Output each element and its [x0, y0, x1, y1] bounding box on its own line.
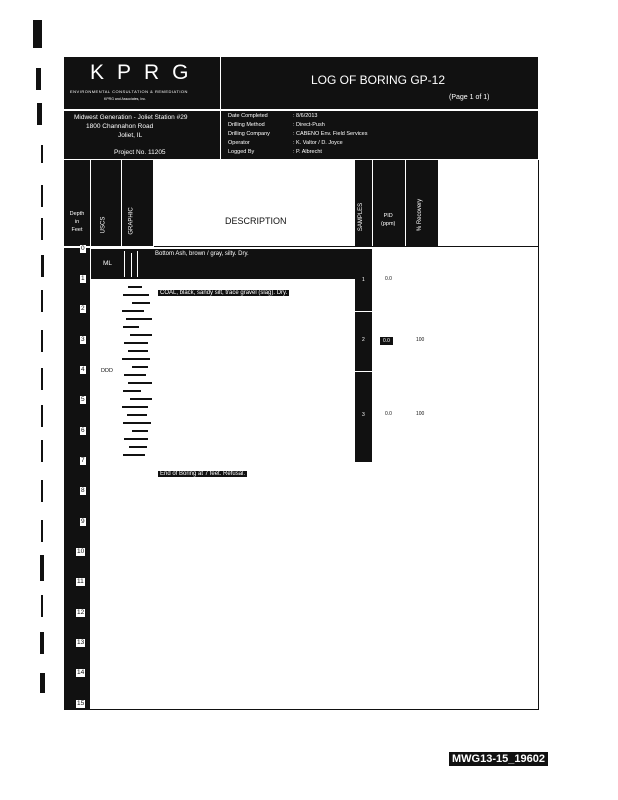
depth-tick-label: 7: [81, 457, 85, 464]
scan-edge-mark: [40, 555, 44, 581]
scan-edge-mark: [36, 68, 41, 90]
client-name: Midwest Generation - Joliet Station #29: [74, 114, 188, 121]
pid-reading: 0.0: [380, 337, 393, 345]
depth-tick-label: 0: [81, 245, 85, 252]
depth-tick-label: 5: [81, 396, 85, 403]
recovery-column-header: [406, 160, 438, 246]
page-indicator: (Page 1 of 1): [449, 94, 490, 101]
layer-1-band: [91, 249, 355, 279]
depth-header-line: in: [74, 219, 80, 225]
client-address: 1800 Channahon Road: [86, 123, 154, 130]
uscs-marker: DDD: [101, 368, 113, 374]
company-logo: KPRG: [90, 61, 202, 84]
scan-edge-mark: [41, 440, 43, 462]
field-label: Drilling Company: [228, 131, 270, 137]
logo-tagline: ENVIRONMENTAL CONSULTATION & REMEDIATION: [70, 89, 188, 94]
depth-tick-label: 12: [77, 609, 85, 616]
depth-tick-label: 4: [81, 366, 85, 373]
field-value: : CABENO Env. Field Services: [293, 131, 368, 137]
scan-edge-mark: [41, 480, 43, 502]
depth-tick-label: 15: [77, 700, 85, 707]
table-right-edge: [538, 160, 539, 710]
depth-header-line: Feet: [71, 227, 83, 233]
samples-column-header: [355, 160, 372, 246]
depth-tick-label: 3: [81, 336, 85, 343]
uscs-column-header: [91, 160, 121, 246]
scan-edge-mark: [41, 405, 43, 427]
field-value: : 8/6/2013: [293, 113, 318, 119]
depth-tick-label: 13: [77, 639, 85, 646]
depth-tick-label: 6: [81, 427, 85, 434]
scan-edge-mark: [41, 255, 44, 277]
field-label: Logged By: [228, 149, 255, 155]
recovery-header: % Recovery: [417, 198, 424, 232]
pid-reading: 0.0: [385, 276, 392, 282]
depth-tick-label: 11: [77, 578, 84, 585]
document-id-stamp: MWG13-15_19602: [449, 752, 548, 766]
project-number: Project No. 11205: [114, 149, 166, 156]
scan-edge-mark: [41, 520, 43, 542]
depth-tick-label: 2: [81, 305, 85, 312]
end-of-boring-note: End of Boring at 7 feet. Refusal.: [160, 471, 246, 477]
pid-header-line: (ppm): [381, 221, 396, 227]
depth-tick-label: 10: [77, 548, 85, 555]
field-value: : P. Albrecht: [293, 149, 322, 155]
field-label: Operator: [228, 140, 250, 146]
scan-edge-mark: [41, 145, 43, 163]
pid-reading: 0.0: [385, 411, 392, 417]
layer-2-description: COAL, black, sandy silt, trace gravel (slag). Dry.: [160, 290, 288, 296]
boring-log-title: LOG OF BORING GP-12: [311, 73, 446, 87]
uscs-header: USCS: [100, 216, 107, 234]
pid-header-line: PID: [383, 213, 393, 219]
graphic-header: GRAPHIC: [128, 207, 135, 235]
sample-number: 3: [362, 412, 365, 418]
scan-edge-mark: [41, 290, 43, 312]
depth-tick-label: 9: [81, 518, 85, 525]
sample-number: 1: [362, 277, 365, 283]
samples-header: SAMPLES: [358, 202, 365, 232]
drilling-info-block: [221, 111, 538, 159]
scan-edge-mark: [41, 595, 43, 617]
depth-tick-label: 8: [81, 487, 85, 494]
client-info-block: [64, 111, 220, 159]
field-value: : Direct-Push: [293, 122, 325, 128]
samples-bar: [355, 249, 372, 462]
description-header: DESCRIPTION: [225, 216, 287, 226]
scan-edge-mark: [41, 218, 43, 240]
client-city: Joliet, IL: [118, 132, 143, 139]
scan-edge-mark: [41, 185, 43, 207]
layer-1-description: Bottom Ash, brown / gray, silty. Dry.: [155, 251, 249, 257]
scan-edge-mark: [37, 103, 42, 125]
company-logo-block: [64, 57, 220, 109]
field-label: Drilling Method: [228, 122, 265, 128]
depth-scale: [64, 245, 90, 710]
layer-1-uscs: ML: [103, 260, 113, 267]
pid-column-header: [373, 160, 405, 246]
depth-header-line: Depth: [69, 211, 85, 217]
field-value: : K. Valtor / D. Joyce: [293, 140, 343, 146]
scan-edge-mark: [41, 330, 43, 352]
sample-number: 2: [362, 337, 365, 343]
depth-tick-label: 14: [77, 669, 85, 676]
depth-tick-label: 1: [81, 275, 85, 282]
depth-column-header: [64, 160, 90, 246]
field-label: Date Completed: [228, 113, 268, 119]
scan-edge-mark: [33, 20, 42, 48]
graphic-column-header: [122, 160, 153, 246]
layer-2-graphic: [120, 282, 154, 460]
scan-edge-mark: [41, 368, 43, 390]
title-block: [221, 57, 538, 109]
header-bottom-rule: [154, 246, 539, 247]
recovery-value: 100: [416, 411, 425, 417]
scan-edge-mark: [40, 673, 45, 693]
recovery-value: 100: [416, 337, 425, 343]
logo-subtitle: KPRG and Associates, Inc.: [104, 97, 147, 101]
scan-edge-mark: [40, 632, 44, 654]
table-bottom-edge: [64, 709, 539, 710]
